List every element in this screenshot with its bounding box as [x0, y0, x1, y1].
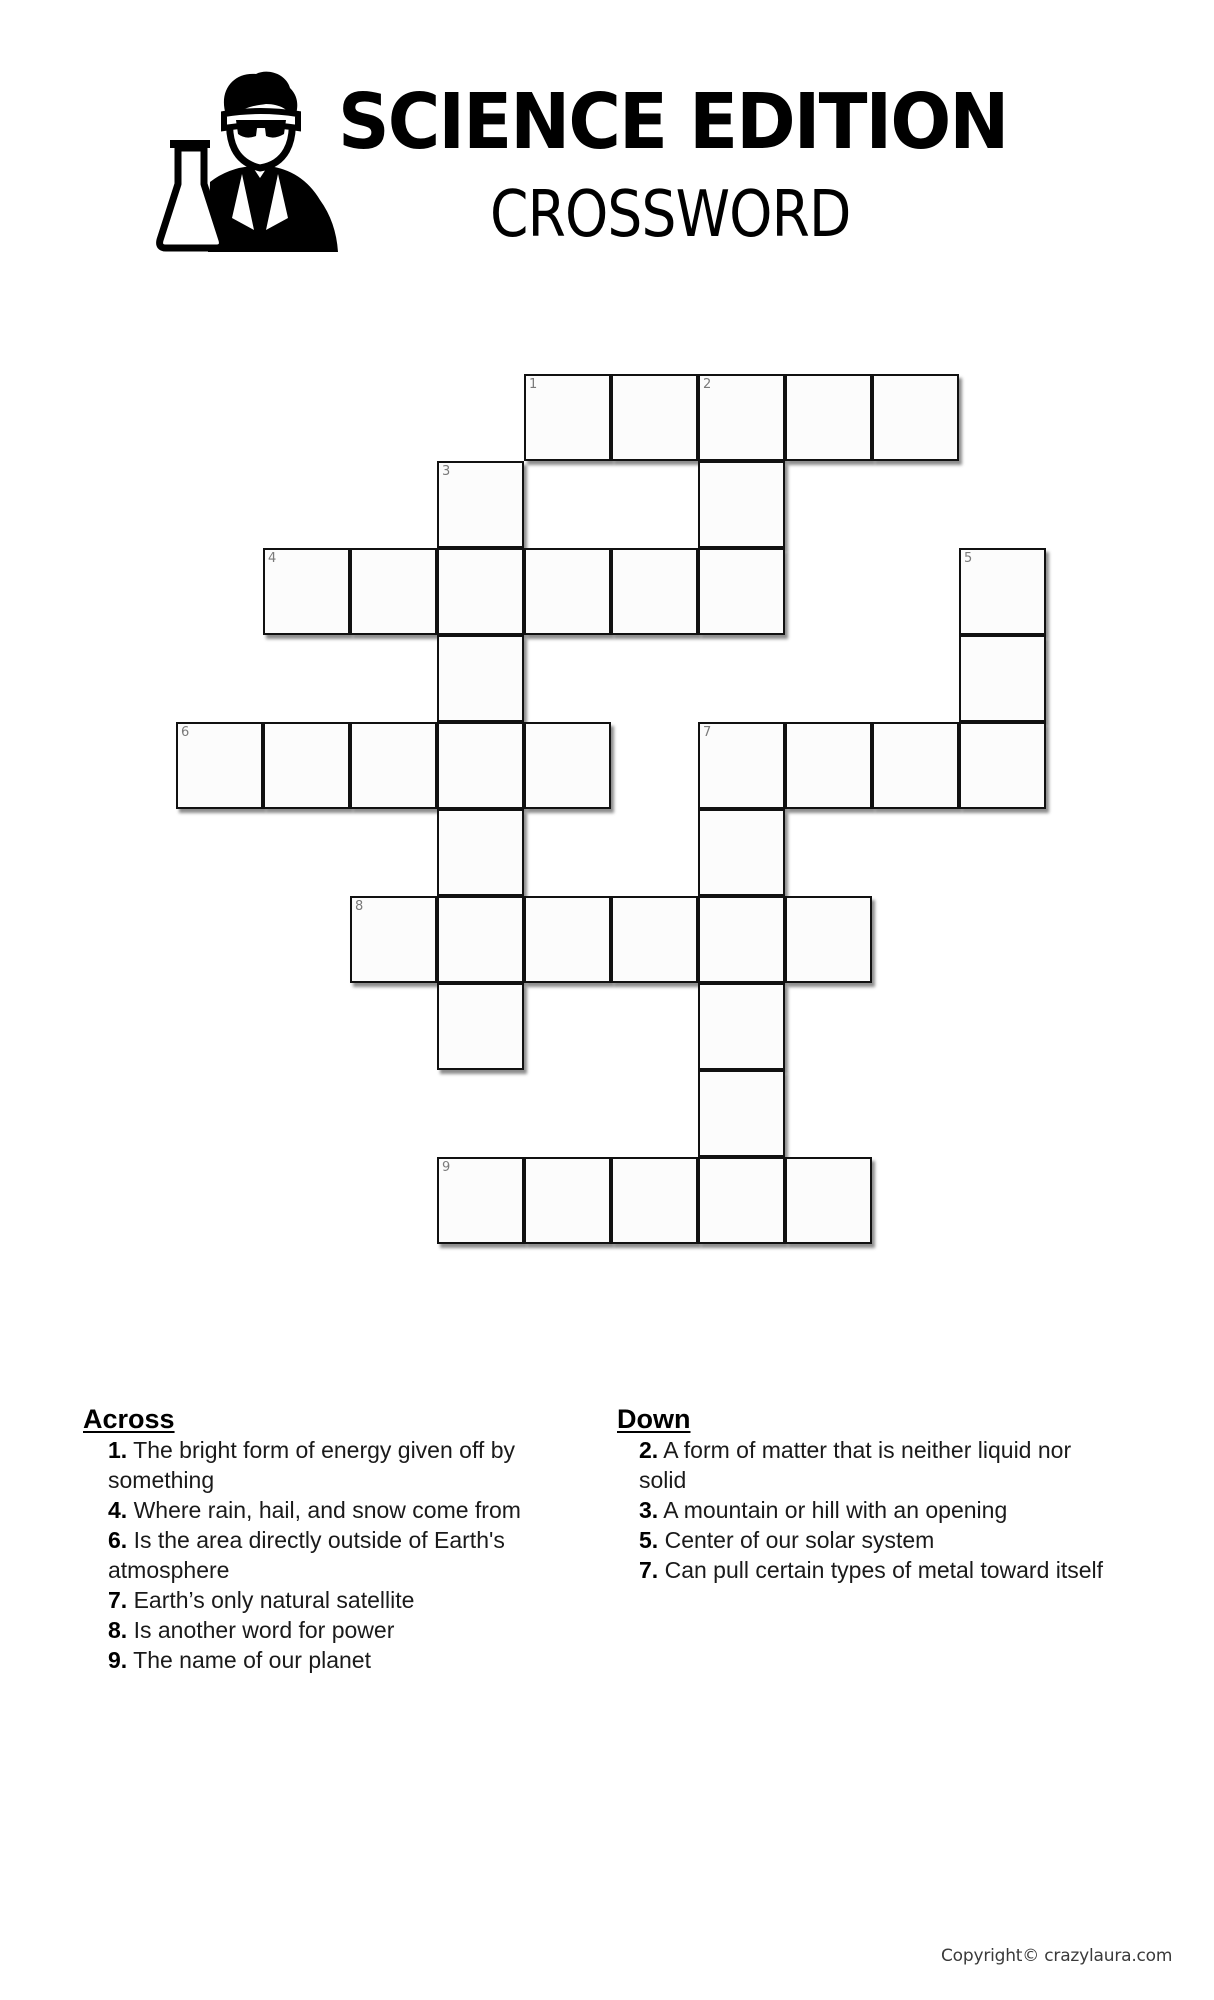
clue-number: 8. — [108, 1617, 128, 1643]
page-title: SCIENCE EDITION — [338, 78, 1008, 167]
down-clue — [639, 1495, 1109, 1525]
clue-number: 2. — [639, 1437, 659, 1463]
across-clue — [108, 1585, 568, 1615]
clue-text: A form of matter that is neither liquid nor solid — [639, 1437, 1072, 1493]
down-heading: Down — [617, 1404, 691, 1434]
clue-text: Where rain, hail, and snow come from — [127, 1497, 521, 1523]
crossword-cell[interactable] — [611, 1157, 698, 1244]
clue-text: Is another word for power — [127, 1617, 395, 1643]
crossword-cell[interactable] — [437, 896, 524, 983]
crossword-cell[interactable] — [524, 548, 611, 635]
crossword-cell[interactable] — [350, 548, 437, 635]
crossword-cell[interactable] — [437, 635, 524, 722]
down-clue — [639, 1555, 1109, 1585]
clue-number: 1. — [108, 1437, 128, 1463]
crossword-cell[interactable] — [698, 1157, 785, 1244]
crossword-cell[interactable] — [959, 548, 1046, 635]
crossword-cell[interactable] — [611, 896, 698, 983]
crossword-cell[interactable] — [872, 374, 959, 461]
crossword-cell[interactable] — [698, 983, 785, 1070]
crossword-cell[interactable] — [785, 722, 872, 809]
down-clue — [639, 1435, 1109, 1495]
clue-number-label: 7 — [703, 725, 712, 740]
clue-number: 5. — [639, 1527, 659, 1553]
crossword-cell[interactable] — [785, 1157, 872, 1244]
crossword-cell[interactable] — [785, 896, 872, 983]
crossword-cell[interactable] — [350, 722, 437, 809]
across-clues — [83, 1404, 583, 1675]
crossword-cell[interactable] — [437, 461, 524, 548]
clue-number-label: 8 — [355, 899, 364, 914]
clue-text: The bright form of energy given off by something — [108, 1437, 515, 1493]
crossword-cell[interactable] — [263, 722, 350, 809]
clue-number-label: 2 — [703, 377, 712, 392]
clue-number-label: 9 — [442, 1160, 451, 1175]
clue-number-label: 1 — [529, 377, 538, 392]
crossword-cell[interactable] — [611, 374, 698, 461]
crossword-cell[interactable] — [611, 548, 698, 635]
clue-number: 7. — [639, 1557, 659, 1583]
clue-number: 7. — [108, 1587, 128, 1613]
clue-text: The name of our planet — [127, 1647, 371, 1673]
clue-number-label: 5 — [964, 551, 973, 566]
crossword-cell[interactable] — [437, 722, 524, 809]
clue-number-label: 3 — [442, 464, 451, 479]
crossword-cell[interactable] — [524, 374, 611, 461]
crossword-cell[interactable] — [698, 461, 785, 548]
clue-number-label: 4 — [268, 551, 277, 566]
crossword-cell[interactable] — [698, 722, 785, 809]
across-clue — [108, 1495, 568, 1525]
crossword-cell[interactable] — [698, 548, 785, 635]
crossword-cell[interactable] — [698, 896, 785, 983]
crossword-cell[interactable] — [437, 809, 524, 896]
crossword-cell[interactable] — [263, 548, 350, 635]
crossword-cell[interactable] — [698, 374, 785, 461]
across-clue — [108, 1435, 568, 1495]
crossword-cell[interactable] — [437, 1157, 524, 1244]
crossword-cell[interactable] — [437, 548, 524, 635]
across-clue — [108, 1645, 568, 1675]
across-clue — [108, 1615, 568, 1645]
down-clue — [639, 1525, 1109, 1555]
down-clue-list — [617, 1435, 1109, 1585]
clue-text: Earth’s only natural satellite — [127, 1587, 415, 1613]
clue-number: 3. — [639, 1497, 659, 1523]
down-clues — [617, 1404, 1137, 1585]
clue-number-label: 6 — [181, 725, 190, 740]
crossword-cell[interactable] — [698, 1070, 785, 1157]
crossword-cell[interactable] — [524, 722, 611, 809]
across-clue — [108, 1525, 568, 1585]
crossword-cell[interactable] — [959, 722, 1046, 809]
crossword-cell[interactable] — [698, 809, 785, 896]
clue-text: Is the area directly outside of Earth's atmosphere — [108, 1527, 505, 1583]
crossword-cell[interactable] — [176, 722, 263, 809]
clue-number: 4. — [108, 1497, 128, 1523]
crossword-cell[interactable] — [785, 374, 872, 461]
crossword-cell[interactable] — [437, 983, 524, 1070]
copyright-notice: Copyright© crazylaura.com — [941, 1946, 1173, 1966]
page-subtitle: CROSSWORD — [490, 178, 851, 252]
clue-text: A mountain or hill with an opening — [658, 1497, 1008, 1523]
crossword-cell[interactable] — [524, 896, 611, 983]
crossword-cell[interactable] — [959, 635, 1046, 722]
crossword-cell[interactable] — [350, 896, 437, 983]
clue-text: Center of our solar system — [658, 1527, 935, 1553]
across-clue-list — [83, 1435, 568, 1675]
crossword-cell[interactable] — [872, 722, 959, 809]
clue-text: Can pull certain types of metal toward itself — [658, 1557, 1104, 1583]
crossword-cell[interactable] — [524, 1157, 611, 1244]
clue-number: 6. — [108, 1527, 128, 1553]
across-heading: Across — [83, 1404, 175, 1434]
clue-number: 9. — [108, 1647, 128, 1673]
